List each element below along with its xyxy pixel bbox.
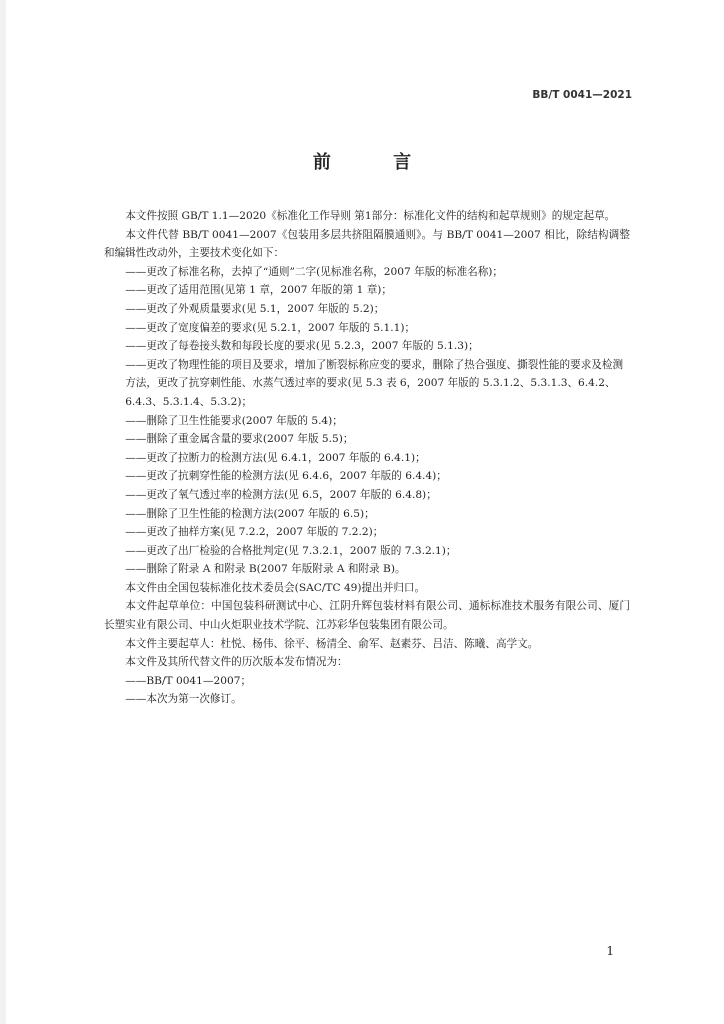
history-item: ——本次为第一次修订。: [125, 693, 242, 706]
page-number: 1: [606, 944, 614, 958]
page-title: 前 言: [312, 152, 440, 173]
paragraph-replacement: 本文件代替 BB/T 0041—2007《包装用多层共挤阻隔膜通则》。与 BB/T 0041—2007 相比，除结构调整和编辑性改动外，主要技术变化如下：: [104, 228, 630, 260]
paragraph-drafters: 本文件主要起草人：杜悦、杨伟、徐平、杨清全、俞军、赵素芬、吕洁、陈曦、高学文。: [125, 637, 539, 650]
changes-list: [104, 263, 630, 579]
list-item: ——更改了外观质量要求(见 5.1，2007 年版的 5.2)；: [125, 302, 385, 315]
list-item: ——删除了附录 A 和附录 B(2007 年版附录 A 和附录 B)。: [125, 563, 406, 576]
list-item: ——更改了适用范围(见第 1 章，2007 年版的第 1 章)；: [125, 284, 393, 297]
list-item: ——更改了抽样方案(见 7.2.2，2007 年版的 7.2.2)；: [125, 526, 384, 539]
foreword-body: [104, 207, 630, 709]
list-item: ——更改了抗刺穿性能的检测方法(见 6.4.6，2007 年版的 6.4.4)；: [125, 470, 447, 483]
list-item: ——更改了出厂检验的合格批判定(见 7.3.2.1，2007 版的 7.3.2.1)；: [125, 544, 457, 557]
standard-code: BB/T 0041—2021: [532, 89, 632, 101]
paragraph-proposer: 本文件由全国包装标准化技术委员会(SAC/TC 49)提出并归口。: [125, 581, 426, 594]
list-item: ——更改了物理性能的项目及要求，增加了断裂标称应变的要求，删除了热合强度、撕裂性能的要求及检测方法，更改了抗穿刺性能、水蒸气透过率的要求(见 5.3 表 6，2007 年版的 5.3.1.2、5.3.1.3、6.4.2、6.4.3、5.3.1.4、5.3.2)；: [125, 358, 624, 408]
paragraph-history-intro: 本文件及其所代替文件的历次版本发布情况为：: [125, 656, 348, 669]
list-item: ——删除了重金属含量的要求(2007 年版 5.5)；: [125, 433, 354, 446]
list-item: ——删除了卫生性能的检测方法(2007 年版的 6.5)；: [125, 507, 375, 520]
list-item: ——更改了每卷接头数和每段长度的要求(见 5.2.3，2007 年版的 5.1.3)；: [125, 340, 479, 353]
paragraph-drafting-basis: 本文件按照 GB/T 1.1—2020《标准化工作导则 第1部分：标准化文件的结构和起草规则》的规定起草。: [125, 210, 616, 222]
history-item: ——BB/T 0041—2007；: [125, 674, 252, 687]
list-item: ——更改了拉断力的检测方法(见 6.4.1，2007 年版的 6.4.1)；: [125, 451, 426, 464]
list-item: ——更改了标准名称，去掉了“通则”二字(见标准名称，2007 年版的标准名称)；: [125, 265, 504, 278]
list-item: ——更改了氧气透过率的检测方法(见 6.5，2007 年版的 6.4.8)；: [125, 488, 437, 501]
paragraph-drafting-units: 本文件起草单位：中国包装科研测试中心、江阴升辉包装材料有限公司、通标标准技术服务有限公司、厦门长塑实业有限公司、中山火炬职业技术学院、江苏彩华包装集团有限公司。: [104, 600, 630, 632]
list-item: ——更改了宽度偏差的要求(见 5.2.1，2007 年版的 5.1.1)；: [125, 321, 416, 334]
list-item: ——删除了卫生性能要求(2007 年版的 5.4)；: [125, 414, 343, 427]
